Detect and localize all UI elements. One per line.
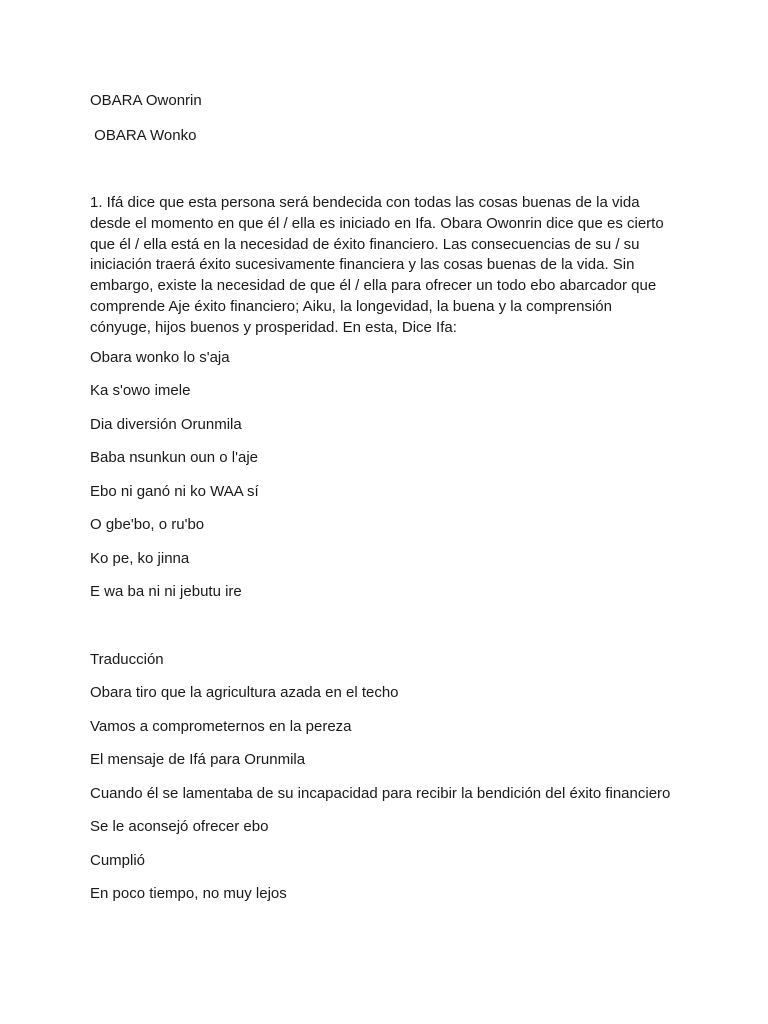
intro-line: cónyuge, hijos buenos y prosperidad. En esta, Dice Ifa: bbox=[90, 318, 457, 336]
verse-line: Obara wonko lo s'aja bbox=[90, 349, 230, 366]
intro-line: desde el momento en que él / ella es iniciado en Ifa. Obara Owonrin dice que es cierto bbox=[90, 214, 664, 232]
translation-line: Cumplió bbox=[90, 852, 146, 869]
verse-line: Dia diversión Orunmila bbox=[90, 416, 242, 433]
intro-line: que él / ella está en la necesidad de éxito financiero. Las consecuencias de su / su bbox=[90, 235, 640, 253]
verse-line: O gbe'bo, o ru'bo bbox=[90, 516, 205, 533]
intro-line: comprende Aje éxito financiero; Aiku, la longevidad, la buena y la comprensión bbox=[90, 297, 612, 315]
translation-line: Obara tiro que la agricultura azada en el techo bbox=[90, 684, 399, 701]
translation-line: Cuando él se lamentaba de su incapacidad para recibir la bendición del éxito financiero bbox=[90, 785, 671, 802]
verse-line: Ko pe, ko jinna bbox=[90, 550, 190, 567]
intro-line: embargo, existe la necesidad de que él / ella para ofrecer un todo ebo abarcador que bbox=[90, 277, 657, 295]
translation-line: El mensaje de Ifá para Orunmila bbox=[90, 751, 306, 768]
intro-line: 1. Ifá dice que esta persona será bendecida con todas las cosas buenas de la vida bbox=[90, 194, 640, 211]
translation-line: Se le aconsejó ofrecer ebo bbox=[90, 818, 269, 835]
translation-line: En poco tiempo, no muy lejos bbox=[90, 885, 287, 902]
translation-heading: Traducción bbox=[90, 651, 164, 668]
verse-line: Baba nsunkun oun o l'aje bbox=[90, 449, 258, 466]
document-title: OBARA Owonrin bbox=[90, 92, 202, 109]
verse-line: Ebo ni ganó ni ko WAA sí bbox=[90, 483, 259, 500]
intro-line: iniciación traerá éxito sucesivamente financiera y las cosas buenas de la vida. Sin bbox=[90, 256, 635, 274]
document-subtitle: OBARA Wonko bbox=[90, 127, 197, 144]
intro-paragraph bbox=[90, 193, 710, 339]
translation-line: Vamos a comprometernos en la pereza bbox=[90, 718, 352, 735]
verse-line: E wa ba ni ni jebutu ire bbox=[90, 583, 242, 600]
verse-line: Ka s'owo imele bbox=[90, 382, 191, 399]
